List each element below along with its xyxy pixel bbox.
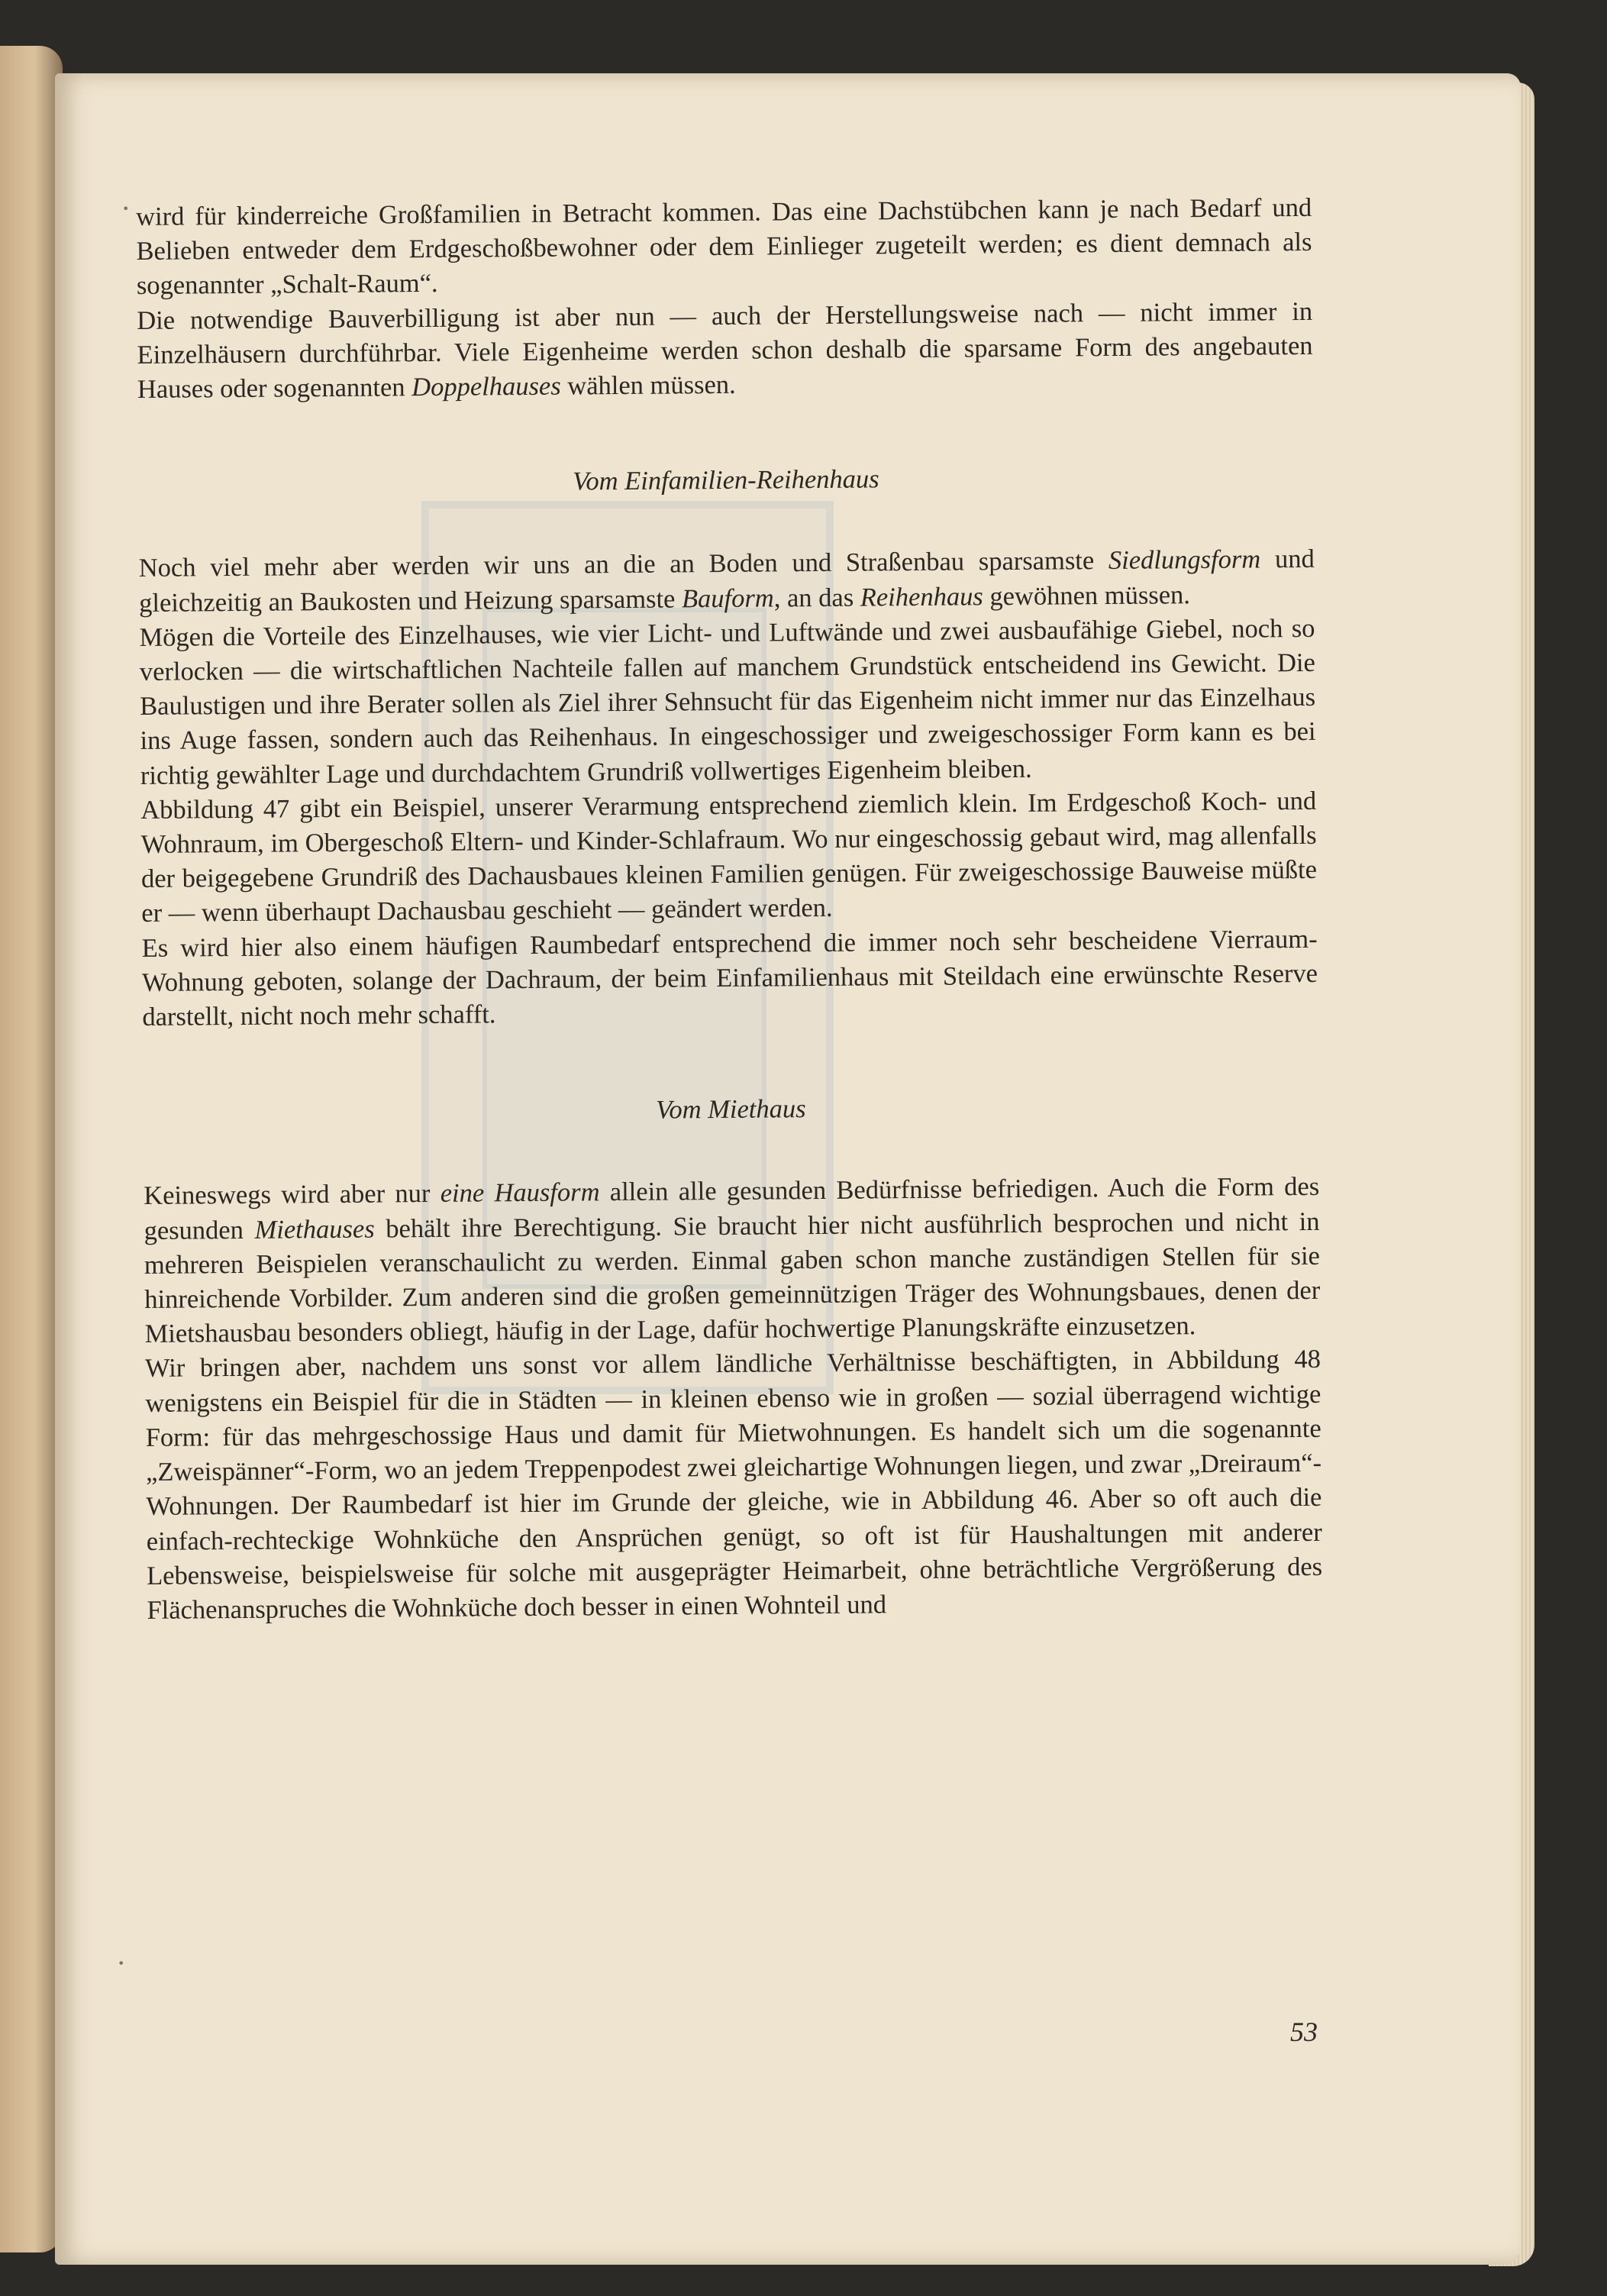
section-heading: Vom Miethaus (655, 1094, 806, 1125)
paragraph: Die notwendige Bauverbilligung ist aber nun — auch der Herstellungsweise nach — nicht immer in Einzelhäusern durchführbar. Viele Eigenheime werden schon deshalb die sparsame Form des angebauten Hauses oder sogenannten Doppelhauses wählen müssen. (137, 296, 1313, 405)
section-heading: Vom Einfamilien-Reihenhaus (573, 464, 879, 496)
page-body-text (136, 191, 1323, 1628)
paragraph: wird für kinderreiche Großfamilien in Betracht kommen. Das eine Dachstübchen kann je nach Bedarf und Belieben entweder dem Erdgeschoßbewohner oder dem Einlieger zugeteilt werden; es dient demnach als sogenannter „Schalt-Raum“. (136, 192, 1312, 301)
page-number: 53 (1290, 2017, 1318, 2047)
paragraph: Mögen die Vorteile des Einzelhauses, wie vier Licht- und Luftwände und zwei ausbaufähige Giebel, noch so verlocken — die wirtschaftlichen Nachteile fallen auf manchem Grundstück entscheidend ins Gewicht. Die Baulustigen und ihre Berater sollen als Ziel ihrer Sehnsucht für das Eigenheim nicht immer nur das Einzelhaus ins Auge fassen, sondern auch das Reihenhaus. In eingeschossiger und zweigeschossiger Form kann es bei richtig gewählter Lage und durchdachtem Grundriß vollwertiges Eigenheim bleiben. (139, 613, 1316, 790)
paragraph: Noch viel mehr aber werden wir uns an die an Boden und Straßenbau sparsamste Siedlungsform und gleichzeitig an Baukosten und Heizung sparsamste Bauform, an das Reihenhaus gewöhnen müssen. (138, 544, 1315, 618)
margin-mark: • (122, 202, 130, 216)
paragraph: Wir bringen aber, nachdem uns sonst vor allem ländliche Verhältnisse beschäftigten, in Abbildung 48 wenigstens ein Beispiel für die in Städten — in kleinen ebenso wie in großen — sozial überragend wichtige Form: für das mehrgeschossige Haus und damit für Mietwohnungen. Es handelt sich um die sogenannte „Zweispänner“-Form, wo an jedem Treppenpodest zwei gleichartige Wohnungen liegen, und zwar „Dreiraum“-Wohnungen. Der Raumbedarf ist hier im Grunde der gleiche, wie in Abbildung 46. Aber so oft auch die einfach-rechteckige Wohnküche den Ansprüchen genügt, so oft ist für Haushaltungen mit anderer Lebensweise, beispielsweise für solche mit ausgeprägter Heimarbeit, ohne beträchtliche Vergrößerung des Flächenanspruches die Wohnküche doch besser in einen Wohnteil und (144, 1345, 1323, 1625)
paragraph: Keineswegs wird aber nur eine Hausform allein alle gesunden Bedürfnisse befriedigen. Auch die Form des gesunden Miethauses behält ihre Berechtigung. Sie braucht hier nicht ausführlich besprochen und nicht in mehreren Beispielen veranschaulicht zu werden. Einmal gaben schon manche zuständigen Stellen für sie hinreichende Vorbilder. Zum anderen sind die großen gemeinnützigen Träger des Wohnungsbaues, denen der Mietshausbau besonders obliegt, häufig in der Lage, dafür hochwertige Planungskräfte einzusetzen. (144, 1172, 1321, 1349)
left-facing-page (0, 46, 63, 2252)
paragraph: Abbildung 47 gibt ein Beispiel, unserer Verarmung entsprechend ziemlich klein. Im Erdgeschoß Koch- und Wohnraum, im Obergeschoß Eltern- und Kinder-Schlafraum. Wo nur eingeschossig gebaut wird, mag allenfalls der beigegebene Grundriß des Dachausbaues kleinen Familien genügen. Für zweigeschossige Bauweise müßte er — wenn überhaupt Dachausbau geschieht — geändert werden. (140, 786, 1318, 928)
margin-mark: • (118, 1956, 125, 1971)
paragraph: Es wird hier also einem häufigen Raumbedarf entsprechend die immer noch sehr bescheidene Vierraum-Wohnung geboten, solange der Dachraum, der beim Einfamilienhaus mit Steildach eine erwünschte Reserve darstellt, nicht noch mehr schafft. (141, 924, 1318, 1032)
